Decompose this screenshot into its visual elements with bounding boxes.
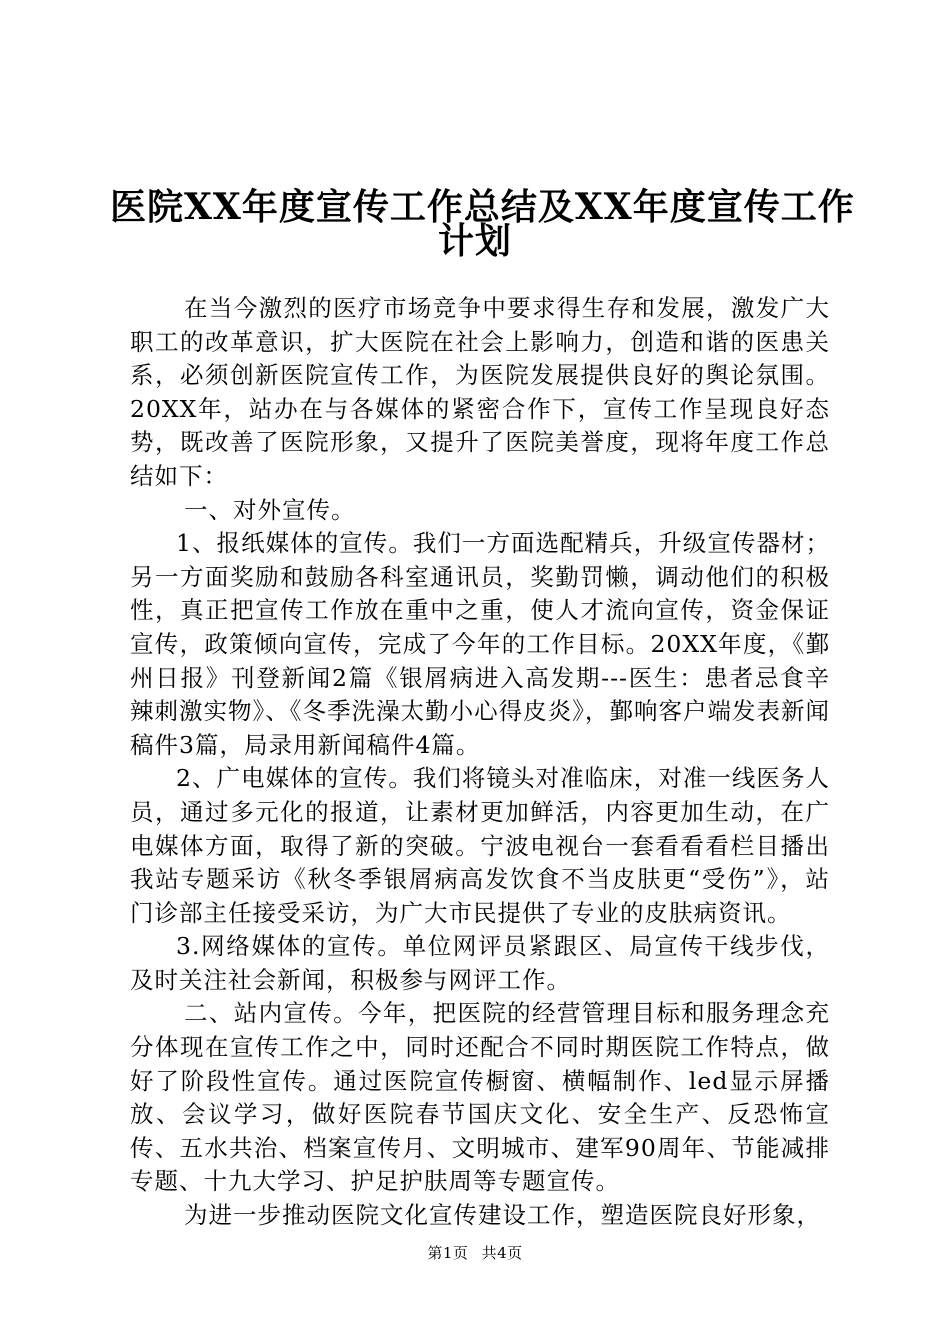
paragraph-online-media: 3.网络媒体的宣传。单位网评员紧跟区、局宣传干线步伐，及时关注社会新闻，积极参与网评工作。 (130, 932, 830, 994)
paragraph-section-heading-external: 一、对外宣传。 (184, 495, 356, 524)
document-title-line-2: 计划 (437, 220, 512, 262)
paragraph-broadcast-media: 2、广电媒体的宣传。我们将镜头对准临床，对准一线医务人员，通过多元化的报道，让素材更加鲜活，内容更加生动，在广电媒体方面，取得了新的突破。宁波电视台一套看看看栏目播出我站专题采访《秋冬季银屑病高发饮食不当皮肤更“受伤”》，站门诊部主任接受采访，为广大市民提供了专业的皮肤病资讯。 (130, 764, 830, 927)
paragraph-internal-publicity: 二、站内宣传。今年，把医院的经营管理目标和服务理念充分体现在宣传工作之中，同时还配合不同时期医院工作特点，做好了阶段性宣传。通过医院宣传橱窗、横幅制作、led显示屏播放、会议学习，做好医院春节国庆文化、安全生产、反恐怖宣传、五水共治、档案宣传月、文明城市、建军90周年、节能减排专题、十九大学习、护足护肤周等专题宣传。 (130, 999, 830, 1196)
document-title-line-1: 医院XX年度宣传工作总结及XX年度宣传工作 (110, 186, 855, 228)
page-number-current: 第1页 (427, 1244, 469, 1262)
page-footer (0, 1242, 950, 1263)
paragraph-culture-building: 为进一步推动医院文化宣传建设工作，塑造医院良好形象， (184, 1201, 821, 1230)
paragraph-newspaper-media: 1、报纸媒体的宣传。我们一方面选配精兵，升级宣传器材；另一方面奖励和鼓励各科室通讯员，奖勤罚懒，调动他们的积极性，真正把宣传工作放在重中之重，使人才流向宣传，资金保证宣传，政策倾向宣传，完成了今年的工作目标。20XX年度，《鄞州日报》刊登新闻2篇《银屑病进入高发期---医生：患者忌食辛辣刺激实物》、《冬季洗澡太勤小心得皮炎》，鄞响客户端发表新闻稿件3篇，局录用新闻稿件4篇。 (130, 529, 830, 759)
document-body (130, 292, 830, 1233)
paragraph-intro: 在当今激烈的医疗市场竞争中要求得生存和发展，激发广大职工的改革意识，扩大医院在社会上影响力，创造和谐的医患关系，必须创新医院宣传工作，为医院发展提供良好的舆论氛围。20XX年，站办在与各媒体的紧密合作下，宣传工作呈现良好态势，既改善了医院形象，又提升了医院美誉度，现将年度工作总结如下： (130, 294, 830, 490)
page-number-total: 共4页 (481, 1244, 523, 1262)
